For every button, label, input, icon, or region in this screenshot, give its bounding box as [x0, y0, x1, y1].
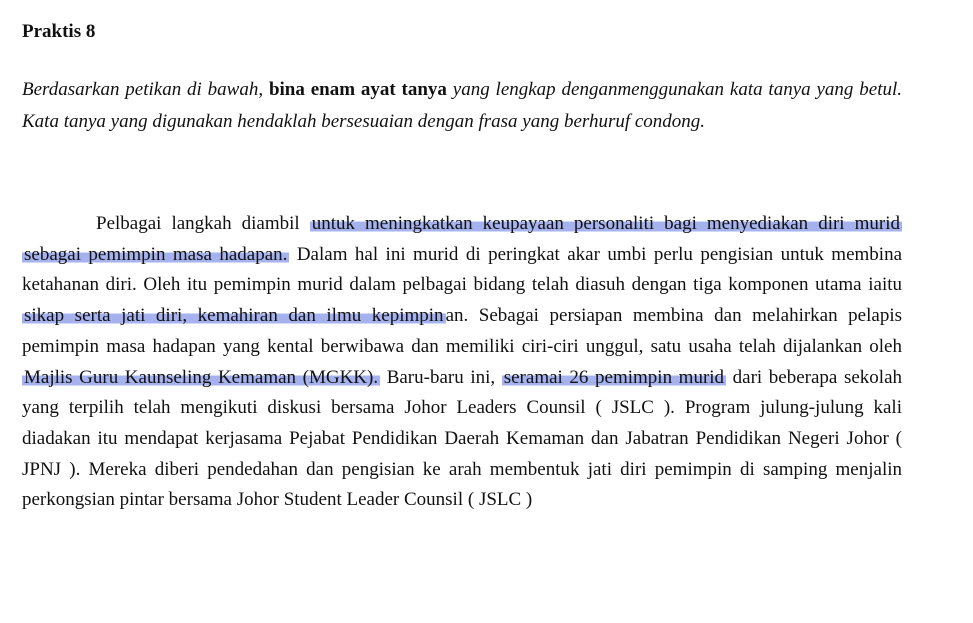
highlight-3: Majlis Guru Kaunseling Kemaman (MGKK). — [24, 366, 379, 388]
instruction-text — [22, 74, 902, 137]
passage-text: Dalam hal ini murid di peringkat akar umbi perlu pengisian untuk membina ketahanan diri. Oleh itu pemimpin murid dalam pelbagai bidang telah diasuh dengan tiga komponen utama iaitu — [22, 243, 902, 296]
passage-text: Baru-baru ini, — [380, 366, 502, 388]
highlight-2: sikap serta jati diri, kemahiran dan ilmu kepimpin — [24, 305, 444, 327]
highlight-1: untuk meningkatkan keupayaan personaliti bagi menyediakan diri murid sebagai pemimpin masa hadapan. — [24, 213, 900, 265]
passage-text: dari beberapa sekolah yang terpilih telah mengikuti diskusi bersama Johor Leaders Counsil ( JSLC ). Program julung-julung kali diadakan itu mendapat kerjasama Pejabat Pendidikan Daerah Kemaman dan Jabatran Pendidikan Negeri Johor ( JPNJ ). Mereka diberi pendedahan dan pengisian ke arah membentuk jati diri pemimpin di samping menjalin perkongsian pintar bersama Johor Student Leader Counsil ( JSLC ) — [22, 366, 903, 511]
passage-text: Pelbagai langkah diambil — [96, 213, 310, 234]
instruction-part-1: Berdasarkan petikan di bawah, — [22, 79, 264, 100]
highlight-4: seramai 26 pemimpin murid — [503, 366, 725, 388]
instruction-part-2: yang lengkap denganmenggunakan kata tanya yang betul. Kata tanya yang digunakan hendaklah bersesuaian dengan frasa yang berhuruf condong. — [22, 79, 902, 132]
exercise-heading: Praktis 8 — [22, 21, 96, 42]
passage-paragraph — [22, 209, 902, 516]
instruction-bold: bina enam ayat tanya — [268, 79, 447, 100]
passage-text: an. Sebagai persiapan membina dan melahirkan pelapis pemimpin masa hadapan yang kental berwibawa dan memiliki ciri-ciri unggul, satu usaha telah dijalankan oleh — [22, 305, 902, 357]
